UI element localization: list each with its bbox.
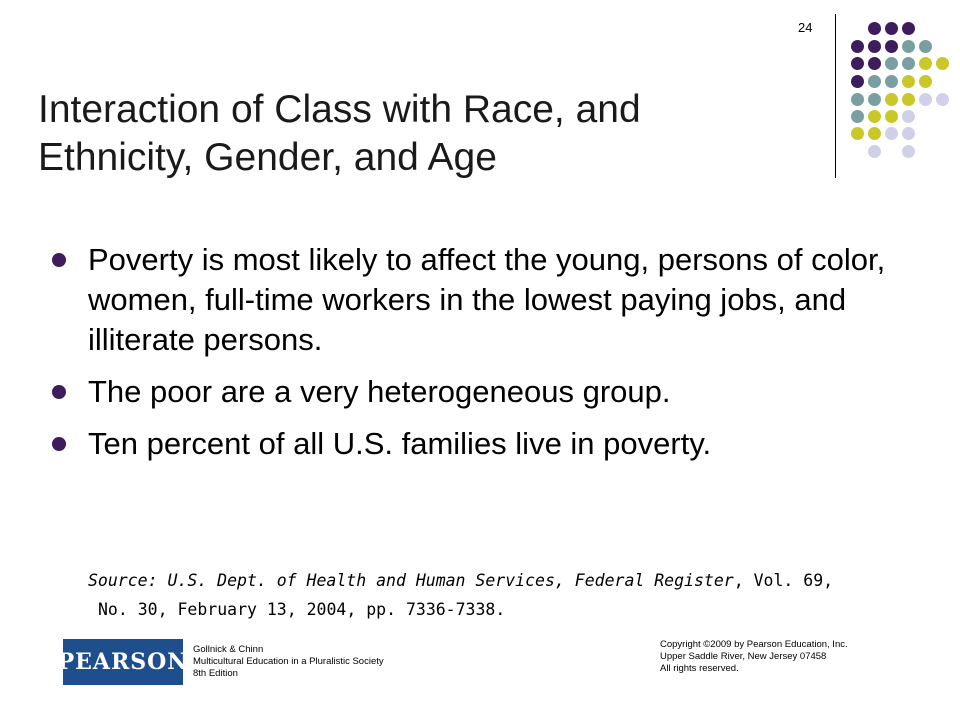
decorative-dot — [851, 75, 864, 88]
title-line-1: Interaction of Class with Race, and — [38, 88, 641, 131]
decorative-dot — [919, 57, 932, 70]
decorative-dot — [902, 127, 915, 140]
slide-number: 24 — [798, 20, 813, 35]
bullet-list — [52, 240, 902, 476]
bullet-item — [52, 424, 902, 464]
decorative-dot — [851, 57, 864, 70]
footer-authors: Gollnick & Chinn — [193, 644, 264, 655]
decorative-dot — [885, 40, 898, 53]
decorative-dot — [936, 93, 949, 106]
pearson-logo: PEARSON — [63, 639, 183, 685]
footer-book-info — [193, 644, 384, 680]
decorative-dot — [868, 127, 881, 140]
decorative-dot — [868, 110, 881, 123]
decorative-dot — [902, 22, 915, 35]
footer-book-title: Multicultural Education in a Pluralistic Society — [193, 656, 384, 667]
decorative-dot — [885, 75, 898, 88]
decorative-dot — [885, 110, 898, 123]
bullet-item — [52, 240, 902, 360]
decorative-dot — [885, 22, 898, 35]
source-publication: Federal Register — [574, 571, 734, 590]
decorative-dot — [868, 145, 881, 158]
source-line-2: No. 30, February 13, 2004, pp. 7336-7338. — [98, 600, 506, 619]
decorative-dot — [919, 40, 932, 53]
decorative-dot — [902, 57, 915, 70]
source-text: U.S. Dept. of Health and Human Services, — [157, 571, 575, 590]
decorative-dot — [936, 57, 949, 70]
decorative-dot — [919, 75, 932, 88]
source-citation — [88, 566, 888, 624]
decorative-dot — [851, 40, 864, 53]
decorative-dot — [868, 22, 881, 35]
copyright-line: Copyright ©2009 by Pearson Education, Inc. — [660, 639, 848, 650]
source-label: Source: — [88, 571, 158, 590]
decorative-dot — [902, 93, 915, 106]
bullet-dot-icon — [52, 385, 66, 399]
copyright-rights: All rights reserved. — [660, 663, 739, 674]
decorative-dot — [885, 93, 898, 106]
footer-copyright — [660, 639, 848, 675]
decorative-dot — [868, 57, 881, 70]
decorative-dot — [902, 110, 915, 123]
decorative-dot — [902, 145, 915, 158]
divider-line — [835, 14, 836, 178]
bullet-item — [52, 372, 902, 412]
bullet-text: Ten percent of all U.S. families live in poverty. — [88, 426, 712, 461]
source-volume: , Vol. 69, — [733, 571, 834, 590]
bullet-dot-icon — [52, 253, 66, 267]
decorative-dot — [885, 127, 898, 140]
decorative-dot — [851, 93, 864, 106]
decorative-dot — [851, 110, 864, 123]
decorative-dot — [868, 93, 881, 106]
slide-title — [38, 86, 798, 182]
decorative-dot — [902, 75, 915, 88]
bullet-text: The poor are a very heterogeneous group. — [88, 374, 671, 409]
decorative-dot — [902, 40, 915, 53]
decorative-dot — [851, 127, 864, 140]
decorative-dot — [885, 57, 898, 70]
bullet-text: Poverty is most likely to affect the young, persons of color, women, full-time workers in the lowest paying jobs, and illiterate persons. — [88, 242, 886, 357]
footer-edition: 8th Edition — [193, 668, 238, 679]
decorative-dot — [868, 75, 881, 88]
copyright-address: Upper Saddle River, New Jersey 07458 — [660, 651, 827, 662]
decorative-dot — [868, 40, 881, 53]
bullet-dot-icon — [52, 437, 66, 451]
title-line-2: Ethnicity, Gender, and Age — [38, 136, 497, 179]
decorative-dot — [919, 93, 932, 106]
